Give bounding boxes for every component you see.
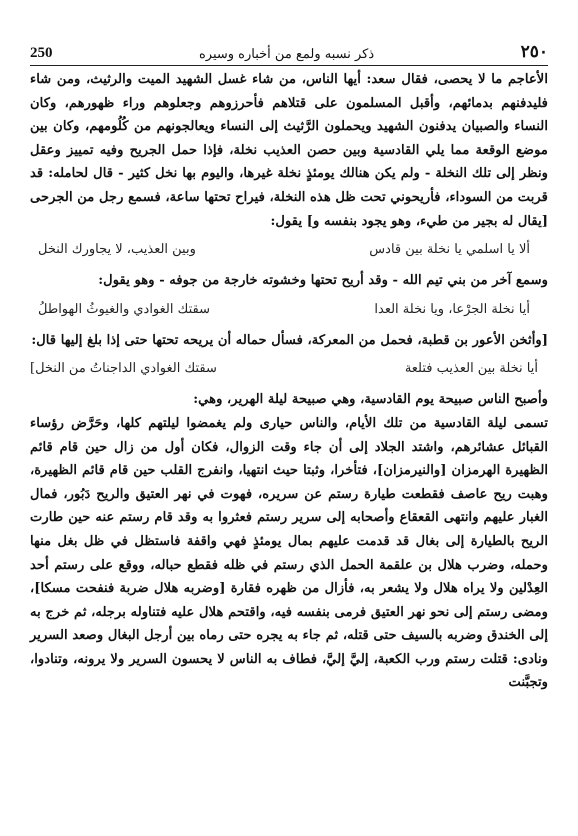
verse-1-hemistich-1: ألا يا اسلمي يا نخلة بين قادس	[369, 242, 530, 258]
verse-3-hemistich-1: أيا نخلة بين العذيب فتلعة	[404, 361, 538, 377]
verse-3	[30, 352, 548, 388]
paragraph-5: تسمى ليلة القادسية من تلك الأيام، والناس حيارى ولم يغمضوا ليلتهم كلها، وحَرَّض رؤساء القبائل عشائرهم، واشتد الجلاد إلى أن جاء وقت الزوال، فكان أول من زال حين قام قائم الظهيرة الهرمزان [والنيرمزان]، فتأخرا، وثبتا حيث انتهيا، وانفرج القلب حين قام قائم الظهيرة، وهبت ريح عاصف فقطعت طيارة رستم عن سريره، فهوت في نهر العتيق والريح دَبُور، فمال الغبار عليهم وانتهى القعقاع وأصحابه إلى سرير رستم فعثروا به وقد قام رستم عنه حين طارت الريح بالطيارة إلى بغال قد قدمت عليهم بمال يومئذٍ فهي واقفة فاستظل في ظل بغل منها وحمله، وضرب هلال بن علقمة الحمل الذي رستم في ظله فقطع حباله، ووقع على رستم أحد العِدْلين ولا يراه هلال ولا يشعر به، فأزال من ظهره فقارة [وضربه هلال ضربة فنفحت مسكا]، ومضى رستم إلى نحو نهر العتيق فرمى بنفسه فيه، واقتحم هلال عليه فتناوله برجله، ثم خرج به إلى الخندق وضربه بالسيف حتى قتله، ثم جاء به يجره حتى رماه بين أرجل البغال وصعد السرير ونادى: قتلت رستم ورب الكعبة، إليَّ إليَّ، فطاف به الناس لا يحسون السرير ولا يرونه، وتنادوا، وتجبَّنت	[30, 415, 548, 691]
verse-2	[30, 293, 548, 329]
verse-1	[30, 233, 548, 269]
verse-1-hemistich-2: وبين العذيب، لا يجاورك النخل	[38, 242, 196, 258]
paragraph-1: الأعاجم ما لا يحصى، فقال سعد: أيها الناس، من شاء غسل الشهيد الميت والرثيث، ومن شاء فليدفنهم بدمائهم، وأقبل المسلمون على قتلاهم فأحرزوهم وجعلوهم وراء ظهورهم، وكان النساء والصبيان يدفنون الشهيد ويحملون الرَّثيث إلى النساء ويعالجونهم من كُلُومهم، وكان بين موضع الوقعة مما يلي القادسية وبين حصن العذيب نخلة، فإذا حمل الجريح وفيه تمييز وعقل ونظر إلى تلك النخلة - ولم يكن هنالك يومئذٍ نخلة غيرها، واليوم بها نخل كثير - قال لحامله: قد قربت من السوداء، فأريحوني تحت ظل هذه النخلة، فيراح تحتها ساعة، فسمع رجل من الجرحى [يقال له بجير من طيء، وهو يجود بنفسه و] يقول:	[30, 72, 548, 229]
paragraph-4: وأصبح الناس صبيحة يوم القادسية، وهي صبيحة ليلة الهرير، وهي:	[193, 392, 548, 408]
page-number-latin: 250	[30, 45, 53, 61]
verse-2-hemistich-1: أيا نخلة الجرْعا، ويا نخلة العدا	[374, 301, 530, 317]
verse-3-hemistich-2: سقتك الغوادي الداجناتُ من النخل]	[30, 361, 217, 377]
paragraph-3: [وأثخن الأعور بن قطبة، فحمل من المعركة، فسأل حماله أن يريحه تحتها حتى إذا بلغ إليها قال:	[31, 332, 548, 348]
page-body	[30, 68, 548, 695]
paragraph-2: وسمع آخر من بني تيم الله - وقد أريح تحتها وخشوته خارجة من جوفه - وهو يقول:	[98, 273, 548, 289]
verse-2-hemistich-2: سقتك الغوادي والغيوثُ الهواطلُ	[38, 301, 210, 317]
page-number-arabic: ٢٥٠	[520, 42, 548, 62]
running-title: ذكر نسبه ولمع من أخباره وسيره	[198, 47, 375, 62]
page-header	[30, 40, 548, 66]
